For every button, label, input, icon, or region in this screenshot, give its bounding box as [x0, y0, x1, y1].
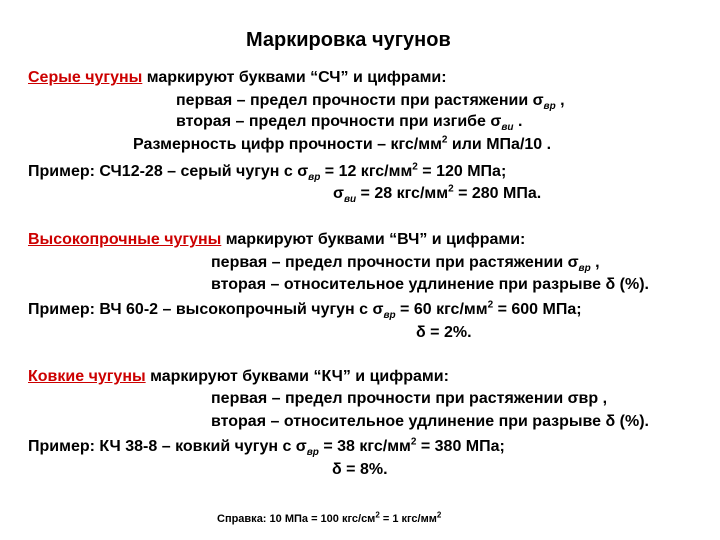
gray-dimension-sup: 2: [441, 134, 448, 146]
ductile-first-tail: ,: [590, 254, 600, 271]
ductile-first-text: первая – предел прочности при растяжении σ: [211, 254, 579, 271]
malleable-second-text: вторая – относительное удлинение при разрыве δ (%).: [211, 413, 649, 430]
gray-example2-tail: = 280 МПа.: [453, 185, 542, 202]
ductile-example-elongation-line: [416, 323, 472, 343]
malleable-example-elongation-line: [332, 460, 388, 480]
gray-example2-sub: ви: [343, 194, 357, 206]
gray-example-sup: 2: [412, 161, 418, 173]
malleable-first-text: первая – предел прочности при растяжении σвр ,: [211, 390, 608, 407]
page-title: Маркировка чугунов: [246, 29, 451, 51]
malleable-example-line: [28, 437, 505, 457]
reference-note: [217, 512, 441, 526]
gray-first-tail: ,: [555, 92, 565, 109]
gray-dimension-text: Размерность цифр прочности – кгс/мм: [133, 136, 442, 153]
malleable-example-tail: = 380 МПа;: [416, 438, 505, 455]
malleable-intro-line: [28, 367, 449, 387]
ductile-intro-line: [28, 230, 525, 250]
gray-example-line: [28, 162, 506, 182]
malleable-example-label: Пример: КЧ 38: [28, 438, 144, 455]
gray-cast-iron-heading: Серые чугуны: [28, 69, 143, 86]
gray-example-code: -28 – серый чугун с σ: [139, 163, 309, 180]
gray-first-sub: вр: [543, 101, 556, 113]
gray-first-text: первая – предел прочности при растяжении σ: [176, 92, 544, 109]
ductile-first-sub: вр: [578, 263, 591, 275]
malleable-example-value: = 38 кгс/мм: [318, 438, 411, 455]
ductile-first-digit-line: [211, 253, 600, 273]
malleable-first-digit-line: [211, 389, 607, 409]
ductile-intro-text: маркируют буквами “ВЧ” и цифрами:: [221, 231, 526, 248]
gray-example-label: Пример: СЧ12: [28, 163, 140, 180]
ductile-example2-text: δ = 2%.: [416, 324, 472, 341]
gray-example2-sup: 2: [448, 183, 454, 195]
ductile-example-sub: вр: [383, 310, 396, 322]
malleable-example-code: -8 – ковкий чугун с σ: [143, 438, 307, 455]
ductile-example-sup: 2: [487, 299, 494, 311]
malleable-cast-iron-heading: Ковкие чугуны: [28, 368, 146, 385]
gray-first-digit-line: [176, 91, 565, 111]
ductile-example-value: = 60 кгс/мм: [395, 301, 488, 318]
ductile-example-code: -2 – высокопрочный чугун с σ: [143, 301, 384, 318]
gray-second-text: вторая – предел прочности при изгибе σ: [176, 113, 502, 130]
gray-dimension-tail: или МПа/10 .: [447, 136, 552, 153]
gray-example-sub: вр: [308, 172, 321, 184]
gray-second-sub: ви: [501, 122, 514, 134]
gray-second-tail: .: [513, 113, 523, 130]
gray-example-value: = 12 кгс/мм: [320, 163, 413, 180]
malleable-example-sub: вр: [306, 447, 319, 459]
gray-example2-value: = 28 кгс/мм: [356, 185, 449, 202]
reference-text: Справка: 10 МПа = 100 кгс/см: [217, 513, 376, 525]
ductile-cast-iron-heading: Высокопрочные чугуны: [28, 231, 222, 248]
gray-example-bending-line: [333, 184, 541, 204]
ductile-second-text: вторая – относительное удлинение при разрыве δ (%).: [211, 276, 649, 293]
reference-sup-1: 2: [375, 510, 380, 520]
gray-example-tail: = 120 МПа;: [417, 163, 507, 180]
malleable-example2-text: δ = 8%.: [332, 461, 388, 478]
gray-example2-sigma: σ: [333, 185, 344, 202]
malleable-intro-text: маркируют буквами “КЧ” и цифрами:: [145, 368, 449, 385]
malleable-example-sup: 2: [410, 436, 417, 448]
malleable-second-digit-line: [211, 412, 649, 432]
ductile-second-digit-line: [211, 275, 649, 295]
reference-mid: = 1 кгс/мм: [379, 513, 437, 525]
reference-sup-2: 2: [436, 510, 442, 520]
gray-dimension-line: [133, 135, 551, 155]
gray-second-digit-line: [176, 112, 522, 132]
ductile-example-label: Пример: ВЧ 60: [28, 301, 144, 318]
gray-intro-text: маркируют буквами “СЧ” и цифрами:: [142, 69, 447, 86]
gray-intro-line: [28, 68, 447, 88]
ductile-example-tail: = 600 МПа;: [493, 301, 582, 318]
ductile-example-line: [28, 300, 582, 320]
